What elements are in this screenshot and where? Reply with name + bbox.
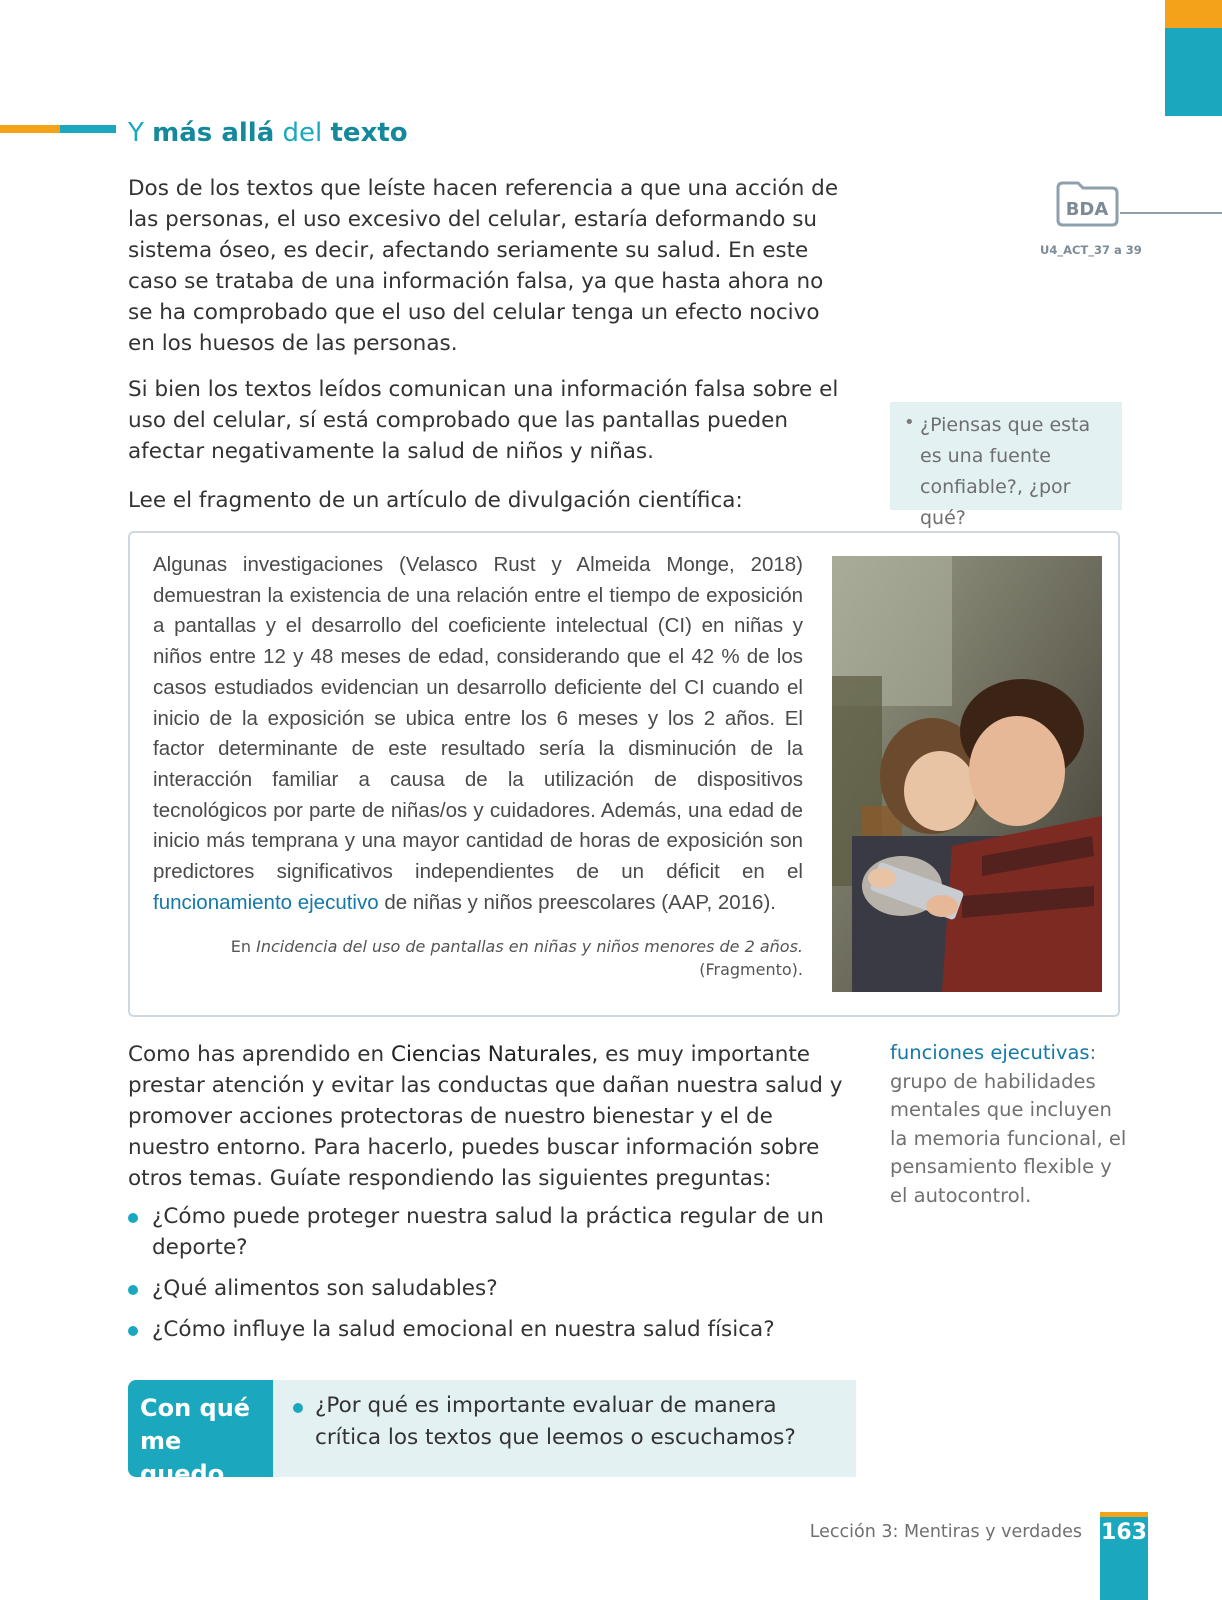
sidebar-bullet: • <box>904 412 915 433</box>
bda-label: BDA <box>1065 199 1109 220</box>
header-accent-teal <box>60 125 116 133</box>
children-tablet-photo <box>832 556 1102 992</box>
sidebar-question-text: ¿Piensas que esta es una fuente confiable?, ¿por qué? <box>920 414 1091 529</box>
page-number-accent <box>1100 1512 1148 1517</box>
corner-tab-teal <box>1165 28 1222 116</box>
ciencias-naturales-highlight: Ciencias Naturales <box>390 1042 592 1067</box>
intro-paragraph-3: Lee el fragmento de un artículo de divulgación científica: <box>128 488 743 513</box>
list-item: ¿Qué alimentos son saludables? <box>128 1273 850 1304</box>
bda-connector-line <box>1120 212 1222 214</box>
glossary-definition: grupo de habilidades mentales que incluyen la memoria funcional, el pensamiento flexible y el autocontrol. <box>890 1069 1127 1207</box>
bda-code: U4_ACT_37 a 39 <box>1040 243 1142 257</box>
section-title: Y más allá del texto <box>128 118 408 148</box>
bullet-icon <box>128 1213 138 1223</box>
folder-icon[interactable] <box>1054 180 1120 228</box>
lower-paragraph: Como has aprendido en Ciencias Naturales, es muy importante prestar atención y evitar las conductas que dañan nuestra salud y promover acciones protectoras de nuestro bienestar y el de nuestro entorno. Para hacerlo, puedes buscar información sobre otros temas. Guíate respondiendo las siguientes preguntas: <box>128 1042 843 1191</box>
article-source: En Incidencia del uso de pantallas en niñas y niños menores de 2 años. (Fragmento). <box>230 937 803 979</box>
glossary-term: funciones ejecutivas <box>890 1041 1090 1064</box>
bullet-icon <box>293 1403 303 1413</box>
intro-paragraph-1: Dos de los textos que leíste hacen referencia a que una acción de las personas, el uso excesivo del celular, estaría deformando su sistema óseo, es decir, afectando seriamente su salud. En este caso se trataba de una información falsa, ya que hasta ahora no se ha comprobado que el uso del celular tenga un efecto nocivo en los huesos de las personas. <box>128 176 839 356</box>
reflection-label: Con qué me quedo <box>140 1394 251 1488</box>
list-item: ¿Cómo influye la salud emocional en nuestra salud física? <box>128 1314 850 1345</box>
bullet-icon <box>128 1285 138 1295</box>
term-funcionamiento-ejecutivo: funcionamiento ejecutivo <box>153 890 379 914</box>
page-number-box <box>1100 1512 1148 1600</box>
page-number: 163 <box>1101 1520 1147 1545</box>
article-fragment: Algunas investigaciones (Velasco Rust y Almeida Monge, 2018) demuestran la existencia de una relación entre el tiempo de exposición a pantallas y el desarrollo del coeficiente intelectual (CI) en niñas y niños entre 12 y 48 meses de edad, considerando que el 42 % de los casos estudiados evidencian un desarrollo deficiente del CI cuando el inicio de la exposición se ubica entre los 6 meses y los 2 años. El factor determinante de este resultado sería la disminución de la interacción familiar a causa de la utilización de dispositivos tecnológicos por parte de niñas/os y cuidadores. Además, una edad de inicio más temprana y una mayor cantidad de horas de exposición son predictores significativos independientes de un déficit en el funcionamiento ejecutivo de niñas y niños preescolares (AAP, 2016). <box>153 553 803 914</box>
bullet-icon <box>128 1326 138 1336</box>
glossary-note: funciones ejecutivas: grupo de habilidades mentales que incluyen la memoria funcional, el pensamiento flexible y el autocontrol. <box>890 1041 1127 1207</box>
list-item: ¿Cómo puede proteger nuestra salud la práctica regular de un deporte? <box>128 1201 850 1263</box>
intro-paragraph-2: Si bien los textos leídos comunican una información falsa sobre el uso del celular, sí está comprobado que las pantallas pueden afectar negativamente la salud de niños y niñas. <box>128 377 839 464</box>
reflection-body-box <box>273 1380 856 1477</box>
sidebar-question-box <box>890 402 1122 529</box>
reflection-question: ¿Por qué es importante evaluar de manera crítica los textos que leemos o escuchamos? <box>315 1393 796 1450</box>
question-list <box>128 1201 850 1355</box>
header-accent-orange <box>0 125 60 133</box>
corner-tab-orange <box>1165 0 1222 28</box>
reflection-label-box <box>128 1380 273 1488</box>
footer-lesson-title: Lección 3: Mentiras y verdades <box>809 1522 1082 1542</box>
